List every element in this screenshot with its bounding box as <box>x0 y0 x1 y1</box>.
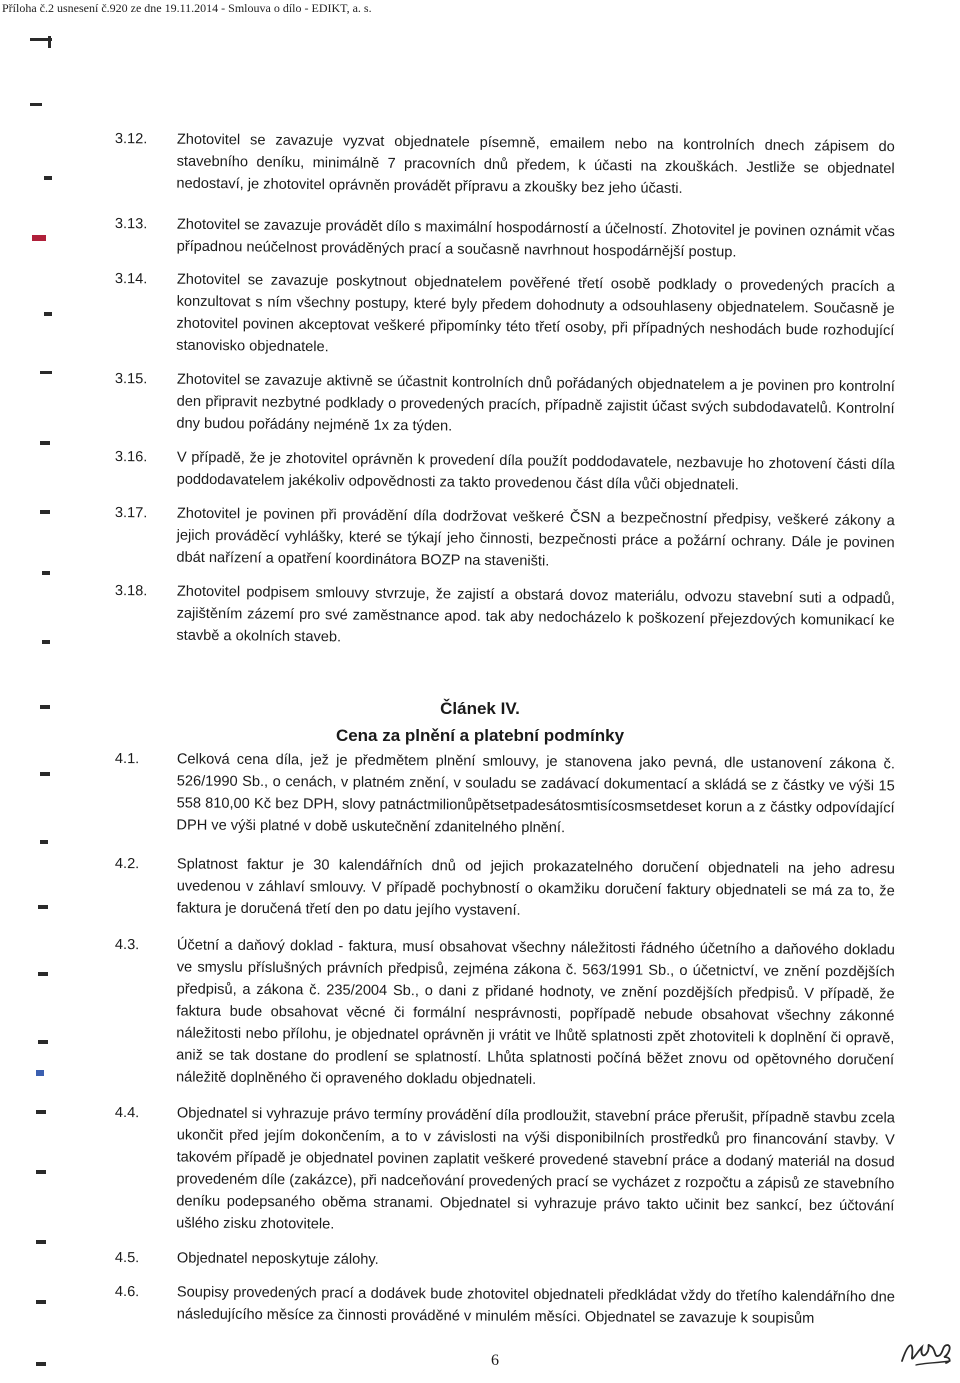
clause-3-12 <box>114 128 895 202</box>
clause-text: Zhotovitel podpisem smlouvy stvrzuje, že zajistí a obstará dovoz materiálu, odvozu stavební suti a odpadů, zajištěním zázemí pro své zaměstnance apod. tak aby nedocházelo k poškození přejezdových komunikací ke stavbě a okolních staveb. <box>176 583 895 646</box>
clause-number: 3.15. <box>114 370 148 388</box>
clause-3-16 <box>115 446 895 498</box>
clause-text: Zhotovitel se zavazuje aktivně se účastnit kontrolních dnů pořádaných objednatelem a je povinen pro kontrolní den připravit nezbytné podklady o provedených pracích, případně zajistit účast svých subdodavatelů. Kontrolní dny budou pořádány nejméně 1x za týden. <box>176 371 895 435</box>
clause-4-4 <box>114 1102 895 1239</box>
page-number: 6 <box>491 1352 499 1369</box>
clause-number: 4.5. <box>114 1249 140 1267</box>
clause-number: 3.12. <box>114 130 148 148</box>
clause-number: 4.2. <box>114 855 140 873</box>
clause-text: Zhotovitel se zavazuje poskytnout objednatelem pověřené třetí osobě podklady o provedených pracích a konzultovat s ním všechny postupy, které byly předem dohodnuty a odsouhlaseny objednatelem. Současně je zhotovitel povinen akceptovat veškeré připomínky této třetí osoby, při případných neshodách bude rozhodující stanovisko objednatele. <box>176 271 895 356</box>
clause-number: 4.1. <box>114 750 140 768</box>
article-number: Článek IV. <box>440 699 520 718</box>
clause-3-13 <box>115 213 895 265</box>
clause-4-2 <box>115 853 895 924</box>
clause-3-18 <box>114 580 895 654</box>
document-header: Příloha č.2 usnesení č.920 ze dne 19.11.2014 - Smlouva o dílo - EDIKT, a. s. <box>2 1 372 15</box>
clause-text: Zhotovitel se zavazuje vyzvat objednatele písemně, emailem nebo na kontrolních dnech zápisem do stavebního deníku, minimálně 7 pracovních dnů předem, k účasti na zkouškách. Jestliže se objednatel nedostaví, je zhotovitel oprávněn provádět přípravu a zkoušky bez jeho účasti. <box>176 131 895 197</box>
clause-number: 4.3. <box>114 936 140 954</box>
clause-4-6 <box>115 1281 895 1330</box>
clause-4-1 <box>114 748 895 841</box>
clause-number: 3.17. <box>114 504 148 522</box>
clause-text: Účetní a daňový doklad - faktura, musí obsahovat všechny náležitosti řádného účetního a daňového dokladu ve smyslu příslušných právních předpisů, zejména zákona č. 563/1991 Sb., o účetnictví, ve znění pozdějších předpisů, a zákona č. 235/2004 Sb., o dani z přidané hodnoty, ve znění pozdějších předpisů. V případě, že faktura bude obsahovat věcné či formální nesprávnosti, popřípadě nebude obsahovat všechny zákonné náležitosti nebo přílohu, je objednatel oprávněn ji vrátit ve lhůtě splatnosti zpět zhotoviteli k doplnění či opravě, aniž se tak dostane do prodlení se splatností. Lhůta splatnosti počíná běžet znovu od opětovného doručení náležitě doplněného či opraveného dokladu objednateli. <box>175 937 895 1088</box>
clause-text: Soupisy provedených prací a dodávek bude zhotovitel objednateli předkládat vždy do třetího kalendářního dne následujícího měsíce za činnosti prováděné v minulém měsíci. Objednatel se zavazuje k soupisům <box>176 1284 895 1327</box>
clause-number: 4.4. <box>114 1104 140 1122</box>
clause-4-3 <box>114 934 895 1093</box>
clause-3-17 <box>114 502 895 576</box>
clause-number: 3.14. <box>114 270 148 288</box>
clause-3-14 <box>114 268 895 364</box>
clause-3-15 <box>114 368 895 442</box>
clause-number: 3.18. <box>114 582 148 600</box>
clause-text: Zhotovitel je povinen při provádění díla dodržovat veškeré ČSN a bezpečnostní předpisy, veškeré zákony a jejich prováděcí vyhlášky, které se týkají jeho činnosti, bezpečnosti práce a požární ochrany. Dále je povinen dbát nařízení a opatření koordinátora BOZP na staveništi. <box>176 505 895 570</box>
scan-margin-marks <box>0 0 60 1383</box>
clause-number: 3.13. <box>114 215 148 233</box>
clause-number: 4.6. <box>114 1283 140 1301</box>
clause-text: Zhotovitel se zavazuje provádět dílo s maximální hospodárností a účelností. Zhotovitel je povinen oznámit včas případnou neúčelnost prováděných prací a současně navrhnout hospodárnější postup. <box>176 216 895 261</box>
clause-4-5 <box>115 1247 895 1274</box>
article-title: Cena za plnění a platební podmínky <box>335 726 625 745</box>
clause-text: Celková cena díla, jež je předmětem plnění smlouvy, je stanovena jako pevná, dle ustanovení zákona č. 526/1990 Sb., o cenách, v platném znění, v souladu se zadávací dokumentací a skládá se z částky ve výši 15 558 810,00 Kč bez DPH, slovy patnáctmilionůpětsetpadesátosmtisícosmsetdeset korun a z částky odpovídající DPH ve výši platné v době uskutečnění zdanitelného plnění. <box>176 751 895 837</box>
signature-initials <box>898 1333 956 1371</box>
clause-text: V případě, že je zhotovitel oprávněn k provedení díla použít poddodavatele, nezbavuje ho zhotovení části díla poddodavatelem jakékoliv odpovědnosti za takto provedenou část díla vůči objednateli. <box>176 449 895 494</box>
clause-text: Objednatel neposkytuje zálohy. <box>176 1250 379 1268</box>
clause-number: 3.16. <box>114 448 148 466</box>
clause-text: Splatnost faktur je 30 kalendářních dnů od jejich prokazatelného doručení objednateli na jeho adresu uvedenou v záhlaví smlouvy. V případě pochybností o okamžiku doručení faktury objednateli se má za to, že faktura je doručená třetí den po datu jejího vystavení. <box>176 856 895 919</box>
clause-text: Objednatel si vyhrazuje právo termíny provádění díla prodloužit, stavební práce přerušit, případně stavbu zcela ukončit před jejím dokončením, a to v závislosti na výši disponibilních prostředků pro financování stavby. V takovém případě je objednatel povinen zaplatit veškeré provedené stavební práce a dodaný materiál na dosud provedeném díle (zakázce), při nadceňování provedených prací se vycházet z rozpočtu a zápisů ze stavebního deníku podepsaného oběma stranami. Objednatel si vyhrazuje právo takto učinit bez sankcí, bez účtování ušlého zisku zhotovitele. <box>176 1105 895 1233</box>
